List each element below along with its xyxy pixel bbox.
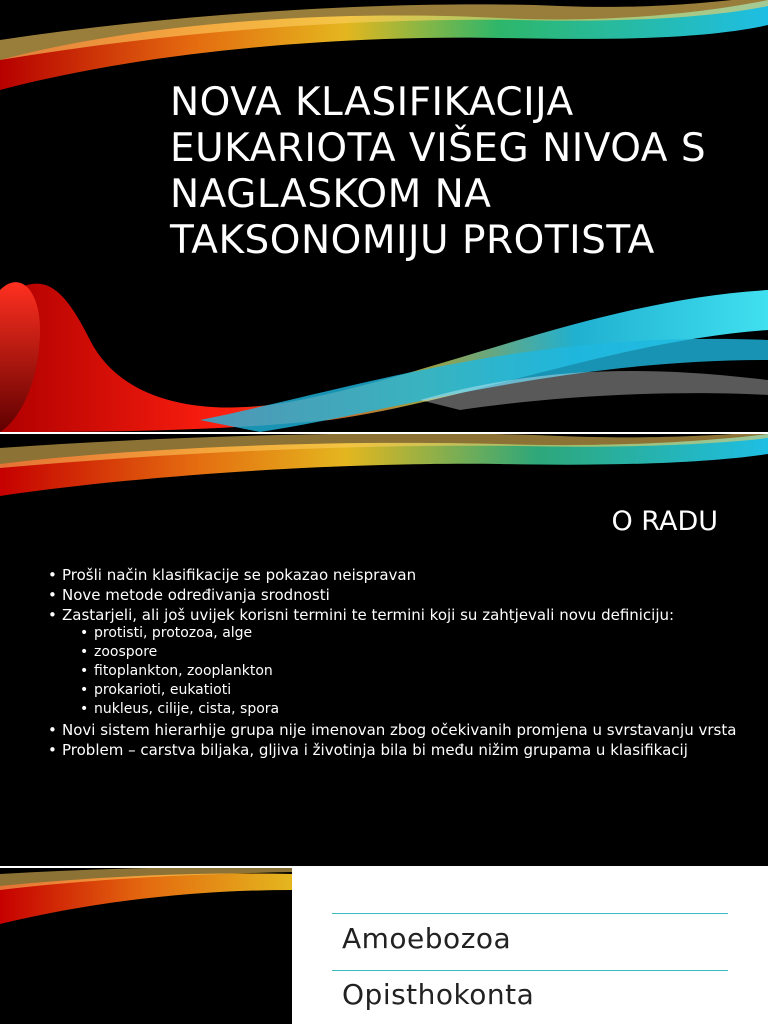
list-item: Amoebozoa bbox=[342, 922, 512, 955]
bullet-list bbox=[48, 566, 748, 761]
content-slide bbox=[0, 434, 768, 866]
bullet-item: • Nove metode određivanja srodnosti bbox=[48, 586, 748, 604]
title-slide bbox=[0, 0, 768, 432]
content-panel bbox=[292, 868, 768, 1024]
divider bbox=[332, 970, 728, 971]
slide-title: O RADU bbox=[611, 506, 718, 537]
slide-title: NOVA KLASIFIKACIJA EUKARIOTA VIŠEG NIVOA S NAGLASKOM NA TAKSONOMIJU PROTISTA bbox=[170, 80, 707, 263]
sub-bullet-item: • protisti, protozoa, alge bbox=[80, 624, 748, 643]
list-item: Opisthokonta bbox=[342, 978, 535, 1011]
bullet-text: Zastarjeli, ali još uvijek korisni termini te termini koji su zahtjevali novu definiciju: bbox=[62, 606, 675, 624]
sub-bullet-item: • prokarioti, eukatioti bbox=[80, 681, 748, 700]
bullet-item: • Problem – carstva biljaka, gljiva i životinja bila bi među nižim grupama u klasifikacij bbox=[48, 741, 748, 759]
bullet-item: • Novi sistem hierarhije grupa nije imenovan zbog očekivanih promjena u svrstavanju vrsta bbox=[48, 721, 748, 739]
list-slide bbox=[0, 868, 768, 1024]
sub-bullet-item: • fitoplankton, zooplankton bbox=[80, 662, 748, 681]
bullet-item bbox=[48, 606, 748, 719]
ribbon-decoration-top bbox=[0, 434, 768, 514]
sub-bullet-item: • zoospore bbox=[80, 643, 748, 662]
bullet-item: • Prošli način klasifikacije se pokazao neispravan bbox=[48, 566, 748, 584]
ribbon-decoration-left bbox=[0, 868, 292, 1024]
divider bbox=[332, 913, 728, 914]
sub-bullet-list bbox=[62, 624, 748, 719]
sub-bullet-item: • nukleus, cilije, cista, spora bbox=[80, 700, 748, 719]
